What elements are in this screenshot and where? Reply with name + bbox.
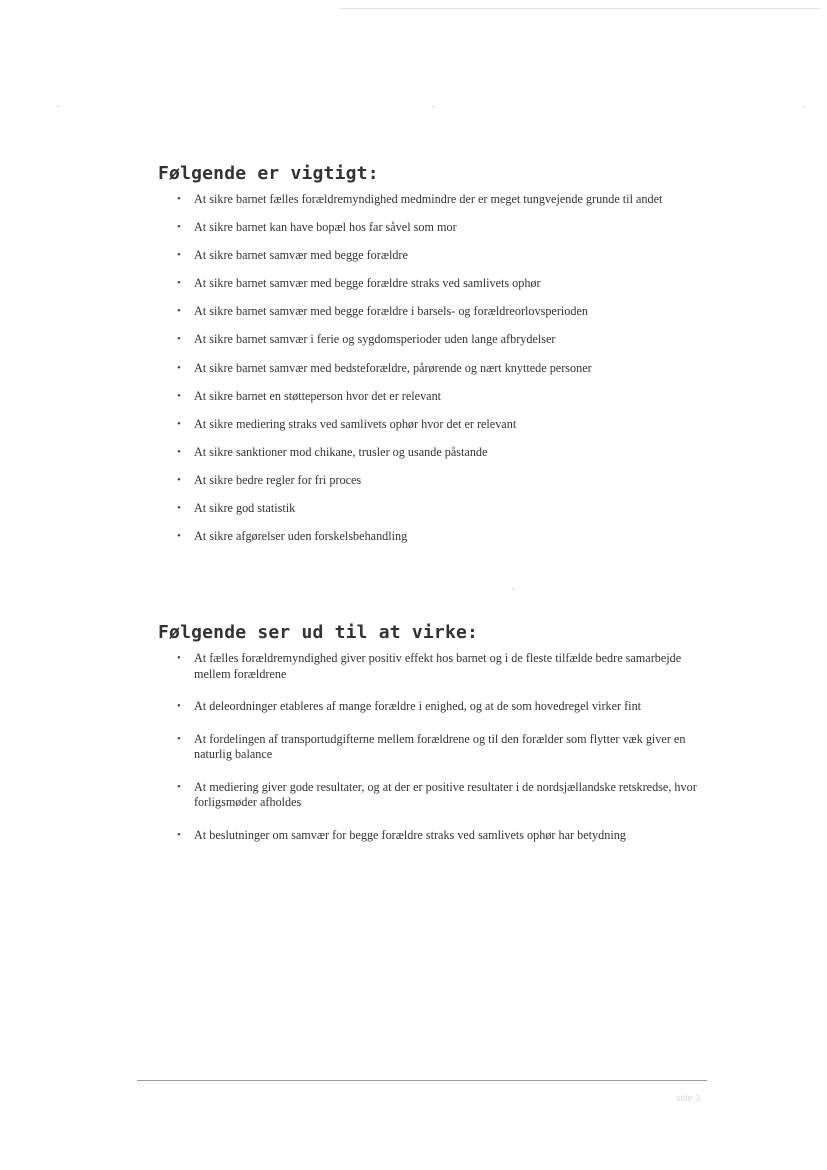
bullet-icon: • [177, 445, 181, 458]
list-item: • At mediering giver gode resultater, og at der er positive resultater i de nordsjællandske retskredse, hvor forligsmøder afholdes [177, 779, 697, 809]
list-item: • At fælles forældremyndighed giver positiv effekt hos barnet og i de fleste tilfælde bedre samarbejde mellem forældrene [177, 651, 682, 681]
list-item: • At fordelingen af transportudgifterne mellem forældrene og til den forælder som flytter væk giver en naturlig balance [177, 731, 686, 761]
list-item: • At beslutninger om samvær for begge forældre straks ved samlivets ophør har betydning [177, 827, 626, 842]
list-item: • At sikre barnet samvær i ferie og sygdomsperioder uden lange afbrydelser [177, 332, 556, 347]
section-heading: Følgende er vigtigt: [158, 163, 379, 184]
bullet-icon: • [177, 417, 181, 430]
bullet-icon: • [177, 700, 181, 712]
bullet-icon: • [177, 502, 181, 515]
bullet-icon: • [177, 361, 181, 374]
scan-speck [512, 588, 515, 589]
section-important [158, 163, 698, 557]
list-item: • At sikre barnet samvær med begge forældre [177, 248, 408, 263]
list-item: • At sikre barnet samvær med begge forældre straks ved samlivets ophør [177, 276, 541, 291]
bullet-icon: • [177, 389, 181, 402]
list-item: • At sikre mediering straks ved samlivets ophør hvor det er relevant [177, 416, 517, 431]
bullet-icon: • [177, 473, 181, 486]
footer-divider [137, 1080, 707, 1081]
bullet-icon: • [177, 193, 181, 205]
bullet-list [158, 651, 698, 843]
bullet-list [158, 192, 698, 545]
bullet-icon: • [177, 249, 181, 262]
list-item: • At sikre god statistik [177, 501, 296, 516]
list-item: • At sikre bedre regler for fri proces [177, 472, 362, 487]
scan-speck [803, 106, 806, 107]
scan-artifact-line [340, 8, 820, 9]
list-item: • At sikre afgørelser uden forskelsbehandling [177, 529, 408, 544]
bullet-icon: • [177, 780, 181, 793]
bullet-icon: • [177, 530, 181, 543]
scan-speck [432, 106, 435, 107]
section-heading: Følgende ser ud til at virke: [158, 622, 479, 643]
bullet-icon: • [177, 305, 181, 318]
list-item: • At sikre sanktioner mod chikane, trusler og usande påstande [177, 444, 488, 459]
list-item: • At sikre barnet samvær med bedsteforældre, pårørende og nært knyttede personer [177, 360, 592, 375]
bullet-icon: • [177, 828, 181, 841]
bullet-icon: • [177, 277, 181, 290]
bullet-icon: • [177, 221, 181, 234]
list-item: • At sikre barnet kan have bopæl hos far såvel som mor [177, 220, 457, 235]
list-item: • At sikre barnet fælles forældremyndighed medmindre der er meget tungvejende grunde til andet [177, 192, 663, 206]
page-number: side 3 [676, 1093, 701, 1103]
bullet-icon: • [177, 652, 181, 664]
scan-speck [57, 106, 60, 107]
list-item: • At deleordninger etableres af mange forældre i enighed, og at de som hovedregel virker fint [177, 699, 642, 713]
list-item: • At sikre barnet en støtteperson hvor det er relevant [177, 388, 442, 403]
bullet-icon: • [177, 333, 181, 346]
section-works [158, 622, 698, 860]
bullet-icon: • [177, 732, 181, 745]
list-item: • At sikre barnet samvær med begge forældre i barsels- og forældreorlovsperioden [177, 304, 588, 319]
